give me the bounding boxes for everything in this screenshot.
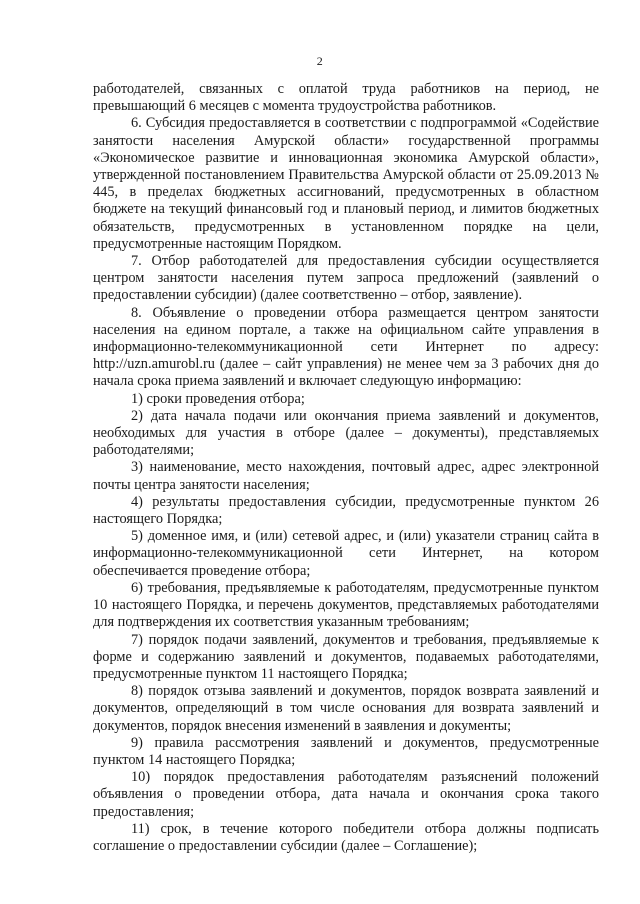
list-item-6: 6) требования, предъявляемые к работодателям, предусмотренные пунктом 10 настоящего Порядка, и перечень документов, представляемых работодателями для подтверждения их соответствия указанным требованиям; [93, 579, 599, 631]
list-item-9: 9) правила рассмотрения заявлений и документов, предусмотренные пунктом 14 настоящего Порядка; [93, 734, 599, 768]
page-number: 2 [316, 54, 324, 68]
list-item-8: 8) порядок отзыва заявлений и документов, порядок возврата заявлений и документов, определяющий в том числе основания для возврата заявлений и документов, порядок внесения изменений в заявления и документы; [93, 683, 599, 734]
list-item-7: 7) порядок подачи заявлений, документов и требования, предъявляемые к форме и содержанию заявлений и документов, подаваемых работодателями, предусмотренные пунктом 11 настоящего Порядка; [93, 631, 599, 682]
list-item-4: 4) результаты предоставления субсидии, предусмотренные пунктом 26 настоящего Порядка; [93, 493, 599, 528]
list-item-1: 1) сроки проведения отбора; [131, 390, 305, 407]
list-item-3: 3) наименование, место нахождения, почтовый адрес, адрес электронной почты центра занятости населения; [93, 459, 599, 493]
paragraph-continuation: работодателей, связанных с оплатой труда работников на период, не превышающий 6 месяцев с момента трудоустройства работников. [93, 81, 599, 115]
list-item-2: 2) дата начала подачи или окончания приема заявлений и документов, необходимых для участия в отборе (далее – документы), представляемых работодателями; [93, 407, 599, 459]
list-item-10: 10) порядок предоставления работодателям разъяснений положений объявления о проведении отбора, дата начала и окончания срока такого предоставления; [93, 769, 599, 820]
paragraph-item-6: 6. Субсидия предоставляется в соответствии с подпрограммой «Содействие занятости населения Амурской области» государственной программы «Экономическое развитие и инновационная экономика Амурской области», утвержденной постановлением Правительства Амурской области от 25.09.2013 № 445, в пределах бюджетных ассигнований, предусмотренных в областном бюджете на текущий финансовый год и плановый период, и лимитов бюджетных обязательств, предусмотренных в установленном порядке на цели, предусмотренные настоящим Порядком. [93, 115, 599, 252]
list-item-5: 5) доменное имя, и (или) сетевой адрес, и (или) указатели страниц сайта в информационно-телекоммуникационной сети Интернет, на котором обеспечивается проведение отбора; [93, 528, 599, 579]
document-body [93, 81, 599, 855]
paragraph-item-7: 7. Отбор работодателей для предоставления субсидии осуществляется центром занятости населения путем запроса предложений (заявлений о предоставлении субсидии) (далее соответственно – отбор, заявление). [93, 253, 599, 304]
paragraph-item-8: 8. Объявление о проведении отбора размещается центром занятости населения на едином портале, а также на официальном сайте управления в информационно-телекоммуникационной сети Интернет по адресу: http://uzn.amurobl.ru (далее – сайт управления) не менее чем за 3 рабочих дня до начала срока приема заявлений и включает следующую информацию: [93, 304, 599, 390]
list-item-11: 11) срок, в течение которого победители отбора должны подписать соглашение о предоставлении субсидии (далее – Соглашение); [93, 820, 599, 854]
